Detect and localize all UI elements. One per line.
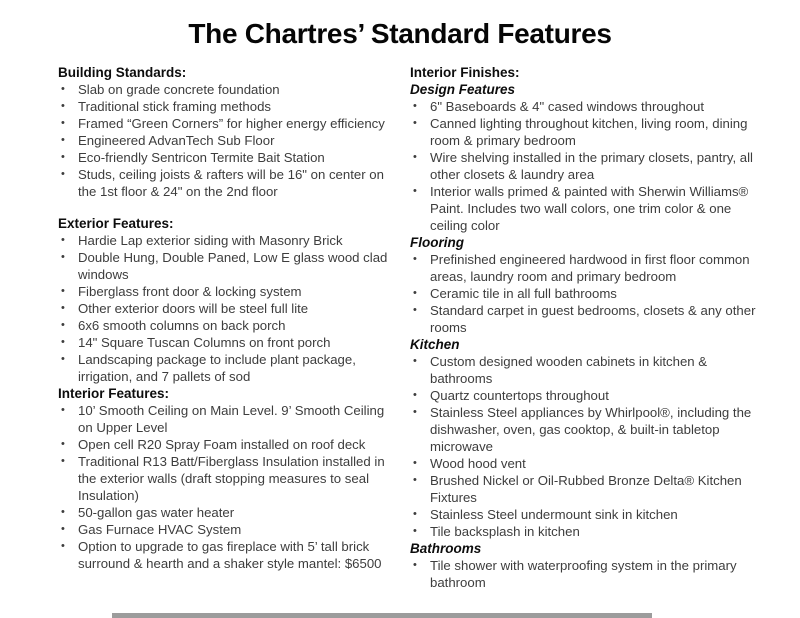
bullet-icon: •	[413, 389, 417, 401]
bullet-icon: •	[413, 151, 417, 163]
bullet-icon: •	[413, 100, 417, 112]
bullet-icon: •	[413, 304, 417, 316]
list-item-text: Prefinished engineered hardwood in first floor common areas, laundry room and primary bedroom	[430, 252, 750, 284]
bullet-icon: •	[413, 559, 417, 571]
bottom-divider-bar	[112, 613, 652, 618]
section-heading: Building Standards:	[58, 65, 187, 80]
list-item-text: Slab on grade concrete foundation	[78, 82, 280, 97]
feature-list	[58, 402, 388, 572]
list-item	[410, 302, 762, 336]
list-item-text: Double Hung, Double Paned, Low E glass wood clad windows	[78, 250, 388, 282]
bullet-icon: •	[413, 406, 417, 418]
bullet-icon: •	[413, 457, 417, 469]
list-item	[58, 232, 388, 249]
list-item-text: 6x6 smooth columns on back porch	[78, 318, 286, 333]
bullet-icon: •	[413, 525, 417, 537]
bullet-icon: •	[61, 540, 65, 552]
bullet-icon: •	[61, 438, 65, 450]
list-item-text: Gas Furnace HVAC System	[78, 522, 242, 537]
bullet-icon: •	[413, 355, 417, 367]
list-item	[410, 251, 762, 285]
feature-list	[58, 81, 388, 200]
list-item-text: Studs, ceiling joists & rafters will be 16" on center on the 1st floor & 24" on the 2nd floor	[78, 167, 384, 199]
left-column	[58, 64, 388, 591]
list-item	[58, 317, 388, 334]
section-interior-features	[58, 385, 388, 572]
feature-list	[410, 557, 762, 591]
bullet-icon: •	[413, 117, 417, 129]
list-item-text: Traditional R13 Batt/Fiberglass Insulation installed in the exterior walls (draft stopping measures to seal Insulation)	[78, 454, 385, 503]
list-item	[410, 98, 762, 115]
list-item	[58, 249, 388, 283]
content-columns	[58, 64, 800, 591]
list-item	[410, 404, 762, 455]
bullet-icon: •	[61, 285, 65, 297]
section-heading: Exterior Features:	[58, 216, 174, 231]
bullet-icon: •	[61, 134, 65, 146]
list-item-text: Tile shower with waterproofing system in the primary bathroom	[430, 558, 737, 590]
bullet-icon: •	[61, 302, 65, 314]
bullet-icon: •	[413, 287, 417, 299]
bullet-icon: •	[413, 508, 417, 520]
list-item-text: Engineered AdvanTech Sub Floor	[78, 133, 275, 148]
list-item	[410, 472, 762, 506]
list-item	[58, 283, 388, 300]
section-heading: Design Features	[410, 82, 516, 97]
list-item	[58, 149, 388, 166]
list-item	[58, 538, 388, 572]
list-item-text: Option to upgrade to gas fireplace with 5’ tall brick surround & hearth and a shaker style mantel: $6500	[78, 539, 382, 571]
list-item-text: Framed “Green Corners” for higher energy efficiency	[78, 116, 385, 131]
list-item-text: 10’ Smooth Ceiling on Main Level. 9’ Smooth Ceiling on Upper Level	[78, 403, 385, 435]
list-item-text: Traditional stick framing methods	[78, 99, 272, 114]
list-item	[58, 453, 388, 504]
list-item	[410, 387, 762, 404]
list-item-text: 50-gallon gas water heater	[78, 505, 235, 520]
feature-list	[58, 232, 388, 385]
list-item	[58, 115, 388, 132]
list-item	[58, 98, 388, 115]
list-item-text: 14" Square Tuscan Columns on front porch	[78, 335, 331, 350]
list-item	[58, 436, 388, 453]
right-column	[410, 64, 762, 591]
list-item	[58, 351, 388, 385]
list-item-text: Wire shelving installed in the primary closets, pantry, all other closets & laundry area	[430, 150, 753, 182]
list-item-text: Landscaping package to include plant package, irrigation, and 7 pallets of sod	[78, 352, 356, 384]
section-interior-finishes	[410, 64, 762, 81]
bullet-icon: •	[61, 100, 65, 112]
bullet-icon: •	[413, 253, 417, 265]
bullet-icon: •	[61, 353, 65, 365]
list-item-text: Custom designed wooden cabinets in kitchen & bathrooms	[430, 354, 708, 386]
list-item-text: Canned lighting throughout kitchen, living room, dining room & primary bedroom	[430, 116, 748, 148]
list-item-text: Eco-friendly Sentricon Termite Bait Station	[78, 150, 325, 165]
list-item	[58, 402, 388, 436]
bullet-icon: •	[413, 474, 417, 486]
section-heading: Interior Finishes:	[410, 65, 520, 80]
bullet-icon: •	[61, 319, 65, 331]
section-heading: Interior Features:	[58, 386, 170, 401]
list-item-text: Wood hood vent	[430, 456, 526, 471]
list-item	[410, 149, 762, 183]
list-item-text: Standard carpet in guest bedrooms, closets & any other rooms	[430, 303, 756, 335]
bullet-icon: •	[61, 404, 65, 416]
list-item	[58, 81, 388, 98]
list-item-text: 6" Baseboards & 4" cased windows throughout	[430, 99, 705, 114]
list-item	[410, 183, 762, 234]
list-item	[58, 132, 388, 149]
list-item-text: Stainless Steel appliances by Whirlpool®, including the dishwasher, oven, gas cooktop, & built-in tabletop microwave	[430, 405, 752, 454]
list-item-text: Fiberglass front door & locking system	[78, 284, 302, 299]
list-item-text: Other exterior doors will be steel full lite	[78, 301, 309, 316]
list-item	[410, 455, 762, 472]
list-item-text: Interior walls primed & painted with Sherwin Williams® Paint. Includes two wall colors, one trim color & one ceiling color	[430, 184, 749, 233]
list-item	[410, 285, 762, 302]
bullet-icon: •	[61, 455, 65, 467]
bullet-icon: •	[61, 151, 65, 163]
section-design-features	[410, 81, 762, 234]
list-item-text: Stainless Steel undermount sink in kitchen	[430, 507, 678, 522]
bullet-icon: •	[61, 117, 65, 129]
list-item	[410, 353, 762, 387]
list-item	[58, 300, 388, 317]
list-item	[58, 334, 388, 351]
list-item	[58, 166, 388, 200]
bullet-icon: •	[61, 336, 65, 348]
section-kitchen	[410, 336, 762, 540]
bullet-icon: •	[61, 251, 65, 263]
bullet-icon: •	[61, 523, 65, 535]
feature-list	[410, 251, 762, 336]
list-item	[58, 521, 388, 538]
section-heading: Flooring	[410, 235, 464, 250]
bullet-icon: •	[61, 168, 65, 180]
section-bathrooms	[410, 540, 762, 591]
section-exterior-features	[58, 215, 388, 385]
list-item	[58, 504, 388, 521]
bullet-icon: •	[413, 185, 417, 197]
section-flooring	[410, 234, 762, 336]
list-item	[410, 506, 762, 523]
section-building-standards	[58, 64, 388, 200]
section-heading: Bathrooms	[410, 541, 482, 556]
list-item-text: Quartz countertops throughout	[430, 388, 609, 403]
list-item-text: Open cell R20 Spray Foam installed on roof deck	[78, 437, 366, 452]
list-item	[410, 115, 762, 149]
list-item-text: Tile backsplash in kitchen	[430, 524, 580, 539]
bullet-icon: •	[61, 83, 65, 95]
bullet-icon: •	[61, 234, 65, 246]
section-heading: Kitchen	[410, 337, 460, 352]
feature-list	[410, 98, 762, 234]
list-item	[410, 557, 762, 591]
feature-list	[410, 353, 762, 540]
list-item-text: Hardie Lap exterior siding with Masonry Brick	[78, 233, 343, 248]
bullet-icon: •	[61, 506, 65, 518]
list-item-text: Ceramic tile in all full bathrooms	[430, 286, 617, 301]
page-title: The Chartres’ Standard Features	[188, 18, 612, 49]
list-item	[410, 523, 762, 540]
list-item-text: Brushed Nickel or Oil-Rubbed Bronze Delta® Kitchen Fixtures	[430, 473, 742, 505]
